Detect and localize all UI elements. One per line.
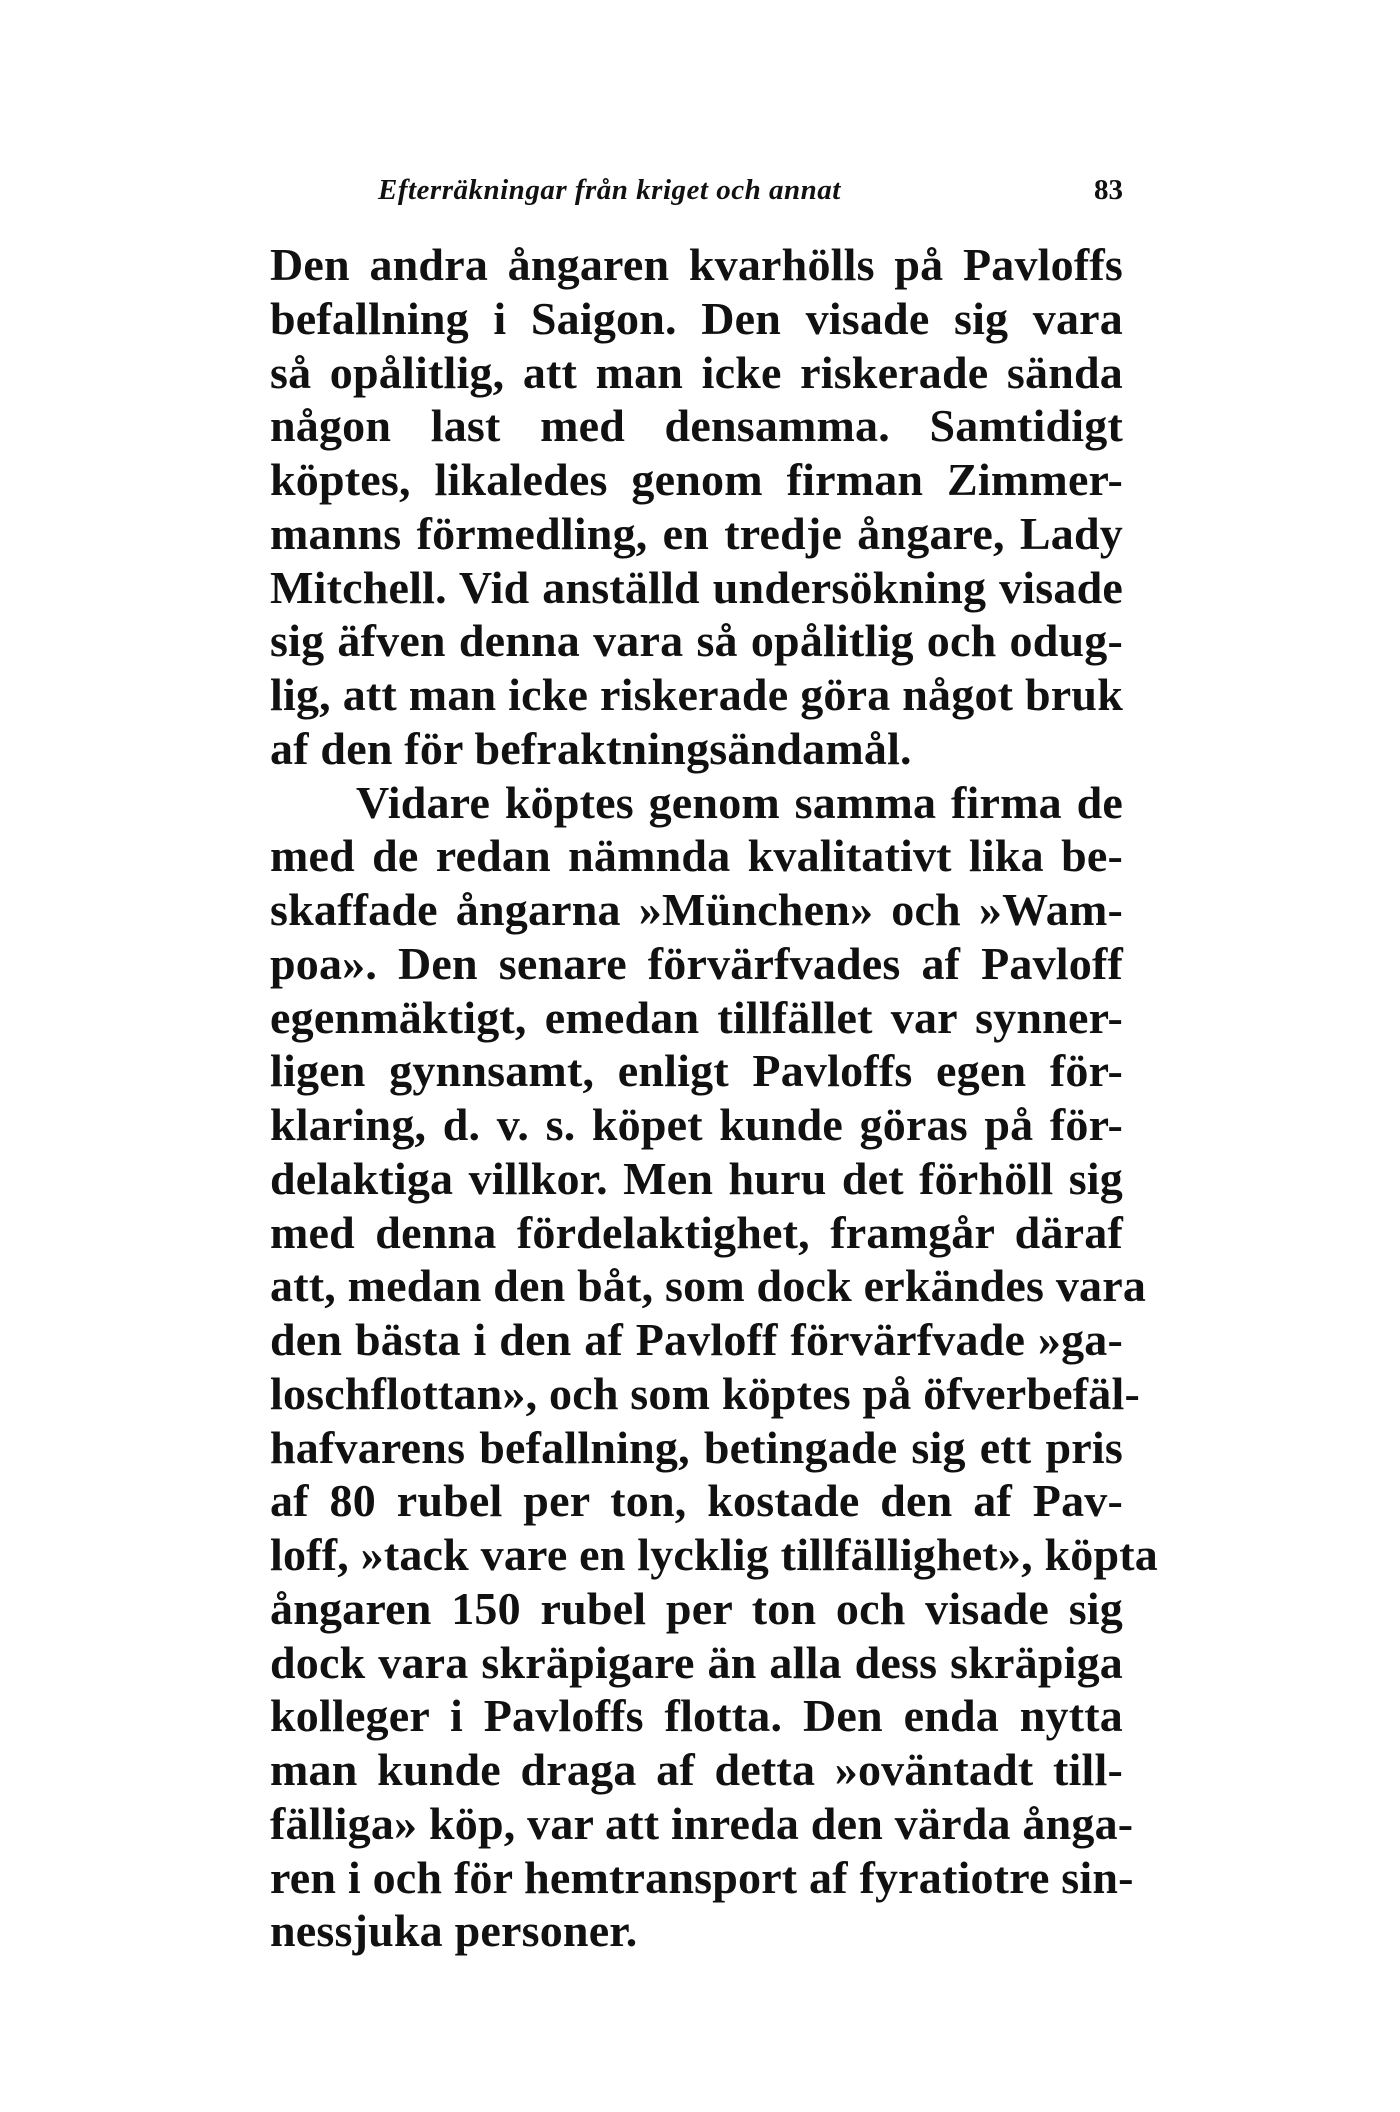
text-line: manns förmedling, en tredje ångare, Lady (270, 507, 1123, 559)
text-line: så opålitlig, att man icke riskerade sända (270, 346, 1123, 398)
text-line: af den för befraktningsändamål. (270, 722, 912, 774)
text-line: poa». Den senare förvärfvades af Pavloff (270, 937, 1123, 989)
text-line: med denna fördelaktighet, framgår däraf (270, 1206, 1123, 1258)
text-line: köptes, likaledes genom firman Zimmer- (270, 454, 1123, 505)
text-line: nessjuka personer. (270, 1905, 638, 1957)
text-line: skaffade ångarna »München» och »Wam- (270, 884, 1123, 935)
text-line: dock vara skräpigare än alla dess skräpiga (270, 1636, 1123, 1688)
running-head (378, 174, 1123, 214)
page-number: 83 (1094, 174, 1123, 206)
text-line: befallning i Saigon. Den visade sig vara (270, 292, 1123, 344)
text-line: ångaren 150 rubel per ton och visade sig (270, 1582, 1123, 1634)
paragraph-start-line: Vidare köptes genom samma firma de (356, 776, 1123, 828)
text-line: Den andra ångaren kvarhölls på Pavloffs (270, 239, 1123, 290)
text-line: Mitchell. Vid anställd undersökning visade (270, 561, 1123, 613)
text-line: kolleger i Pavloffs flotta. Den enda nytta (270, 1690, 1123, 1742)
text-line: ligen gynnsamt, enligt Pavloffs egen för- (270, 1045, 1123, 1097)
text-line: lig, att man icke riskerade göra något bruk (270, 669, 1123, 720)
text-line: att, medan den båt, som dock erkändes vara (270, 1260, 1147, 1312)
text-line: loschflottan», och som köptes på öfverbefäl- (270, 1367, 1140, 1419)
running-title: Efterräkningar från kriget och annat (378, 174, 841, 206)
text-line: loff, »tack vare en lycklig tillfällighet», köpta (270, 1529, 1159, 1580)
text-line: hafvarens befallning, betingade sig ett pris (270, 1421, 1123, 1473)
text-line: af 80 rubel per ton, kostade den af Pav- (270, 1475, 1123, 1527)
text-line: sig äfven denna vara så opålitlig och odug- (270, 615, 1123, 667)
text-line: man kunde draga af detta »oväntadt till- (270, 1744, 1123, 1795)
body-text (270, 238, 1159, 1958)
text-line: delaktiga villkor. Men huru det förhöll sig (270, 1152, 1123, 1204)
text-line: fälliga» köp, var att inreda den värda ånga- (270, 1797, 1134, 1849)
text-line: egenmäktigt, emedan tillfället var synner- (270, 991, 1123, 1043)
text-line: någon last med densamma. Samtidigt (270, 400, 1123, 452)
text-line: med de redan nämnda kvalitativt lika be- (270, 830, 1123, 882)
text-line: den bästa i den af Pavloff förvärfvade »ga- (270, 1314, 1123, 1365)
text-line: ren i och för hemtransport af fyratiotre sin- (270, 1851, 1134, 1903)
text-line: klaring, d. v. s. köpet kunde göras på för- (270, 1099, 1123, 1150)
